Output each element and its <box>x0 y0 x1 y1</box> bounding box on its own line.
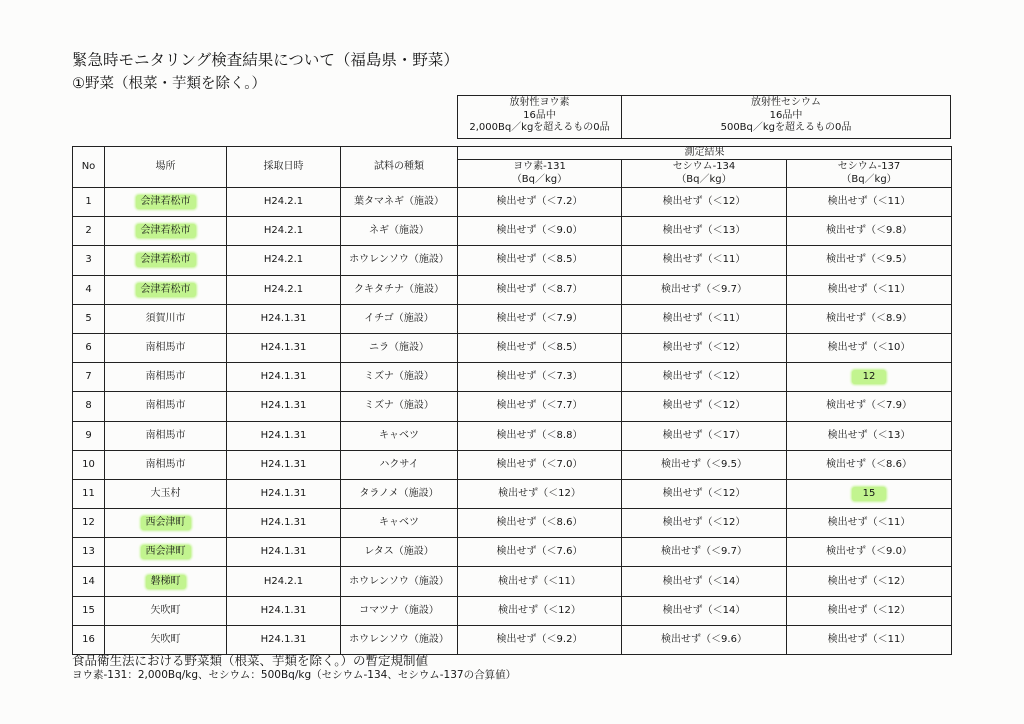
cell-date: H24.1.31 <box>227 479 341 508</box>
place-name: 磐梯町 <box>146 575 186 589</box>
cell-place <box>105 479 227 508</box>
table-row <box>73 509 952 538</box>
cell-date: H24.1.31 <box>227 333 341 362</box>
place-name: 矢吹町 <box>150 633 181 645</box>
cell-i131: 検出せず（＜12） <box>458 596 622 625</box>
cell-cs137 <box>787 479 952 508</box>
cell-no: 4 <box>73 275 105 304</box>
cell-no: 2 <box>73 217 105 246</box>
header-measurement-results: 測定結果 <box>458 147 952 160</box>
cell-sample: キャベツ <box>341 421 458 450</box>
cs137-value: 12 <box>852 370 887 384</box>
cell-cs137 <box>787 567 952 596</box>
cell-i131: 検出せず（＜7.7） <box>458 392 622 421</box>
place-name: 南相馬市 <box>145 400 186 412</box>
footer-regulation-title: 食品衛生法における野菜類（根菜、芋類を除く。）の暫定規制値 <box>72 653 429 668</box>
summary-cesium-label: 放射性セシウム <box>751 97 821 108</box>
cell-date: H24.1.31 <box>227 596 341 625</box>
summary-cesium-count: 16品中 <box>769 109 803 121</box>
cs137-value: 検出せず（＜12） <box>827 575 911 587</box>
summary-iodine-count: 16品中 <box>523 109 556 121</box>
cell-sample: イチゴ（施設） <box>341 304 458 333</box>
cell-no: 11 <box>73 479 105 508</box>
cell-cs134: 検出せず（＜12） <box>622 479 787 508</box>
cell-place <box>105 392 227 421</box>
table-row <box>73 246 952 275</box>
header-cs134-unit: （Bq／kg） <box>676 173 732 185</box>
cell-no: 5 <box>73 304 105 333</box>
header-i131-label: ヨウ素-131 <box>513 161 566 172</box>
table-row <box>73 567 952 596</box>
cell-no: 6 <box>73 333 105 362</box>
cell-sample: ホウレンソウ（施設） <box>341 625 458 654</box>
header-row <box>73 147 952 160</box>
cell-no: 8 <box>73 392 105 421</box>
cell-date: H24.1.31 <box>227 450 341 479</box>
cell-cs134: 検出せず（＜11） <box>622 304 787 333</box>
cell-cs137 <box>787 333 952 362</box>
cell-sample: ミズナ（施設） <box>341 363 458 392</box>
footer-regulation-values: ヨウ素-131：2,000Bq/kg、セシウム：500Bq/kg（セシウム-134、セシウム-137の合算値） <box>72 669 517 681</box>
cell-i131: 検出せず（＜7.6） <box>458 538 622 567</box>
cs137-value: 検出せず（＜11） <box>827 196 911 208</box>
cell-i131: 検出せず（＜12） <box>458 479 622 508</box>
cell-date: H24.2.1 <box>227 246 341 275</box>
summary-box <box>457 95 951 139</box>
header-cs134 <box>622 160 787 188</box>
cell-date: H24.1.31 <box>227 625 341 654</box>
cell-no: 12 <box>73 509 105 538</box>
place-name: 大玉村 <box>150 487 181 499</box>
place-name: 会津若松市 <box>136 195 196 209</box>
cs137-value: 検出せず（＜8.6） <box>826 458 912 470</box>
table-row <box>73 625 952 654</box>
cell-sample: ネギ（施設） <box>341 217 458 246</box>
cell-i131: 検出せず（＜7.0） <box>458 450 622 479</box>
cell-i131: 検出せず（＜8.5） <box>458 246 622 275</box>
document-title: 緊急時モニタリング検査結果について（福島県・野菜） <box>72 51 459 69</box>
cell-sample: ホウレンソウ（施設） <box>341 567 458 596</box>
cs137-value: 15 <box>852 487 887 501</box>
cell-place <box>105 217 227 246</box>
cell-no: 14 <box>73 567 105 596</box>
cell-no: 7 <box>73 363 105 392</box>
cell-cs134: 検出せず（＜9.5） <box>622 450 787 479</box>
summary-cesium-threshold: 500Bq／kgを超えるもの0品 <box>720 122 852 133</box>
cs137-value: 検出せず（＜8.9） <box>826 312 912 324</box>
header-date: 採取日時 <box>227 147 341 188</box>
cell-no: 10 <box>73 450 105 479</box>
table-row <box>73 275 952 304</box>
summary-iodine-threshold: 2,000Bq／kgを超えるもの0品 <box>469 122 610 133</box>
cell-date: H24.2.1 <box>227 188 341 217</box>
cell-place <box>105 333 227 362</box>
cell-sample: 葉タマネギ（施設） <box>341 188 458 217</box>
table-row <box>73 392 952 421</box>
cell-cs137 <box>787 246 952 275</box>
cell-i131: 検出せず（＜8.8） <box>458 421 622 450</box>
cell-date: H24.2.1 <box>227 275 341 304</box>
table-row <box>73 217 952 246</box>
cell-date: H24.1.31 <box>227 538 341 567</box>
cell-cs134: 検出せず（＜12） <box>622 392 787 421</box>
cell-cs137 <box>787 538 952 567</box>
cell-sample: クキタチナ（施設） <box>341 275 458 304</box>
cell-place <box>105 363 227 392</box>
cell-cs134: 検出せず（＜12） <box>622 363 787 392</box>
header-sample: 試料の種類 <box>341 147 458 188</box>
cell-cs134: 検出せず（＜12） <box>622 509 787 538</box>
cell-place <box>105 246 227 275</box>
cell-cs137 <box>787 392 952 421</box>
place-name: 南相馬市 <box>145 458 186 470</box>
cell-date: H24.1.31 <box>227 363 341 392</box>
header-cs137 <box>787 160 952 188</box>
cell-no: 15 <box>73 596 105 625</box>
cell-sample: レタス（施設） <box>341 538 458 567</box>
cell-place <box>105 188 227 217</box>
cell-i131: 検出せず（＜7.9） <box>458 304 622 333</box>
header-cs137-unit: （Bq／kg） <box>841 173 897 185</box>
cell-sample: コマツナ（施設） <box>341 596 458 625</box>
cell-place <box>105 567 227 596</box>
place-name: 南相馬市 <box>145 429 186 441</box>
cell-place <box>105 625 227 654</box>
cell-no: 3 <box>73 246 105 275</box>
cell-place <box>105 275 227 304</box>
cell-cs134: 検出せず（＜14） <box>622 567 787 596</box>
header-cs134-label: セシウム-134 <box>672 161 736 172</box>
cell-date: H24.2.1 <box>227 217 341 246</box>
table-row <box>73 596 952 625</box>
place-name: 矢吹町 <box>150 604 181 616</box>
cell-no: 16 <box>73 625 105 654</box>
cell-cs137 <box>787 509 952 538</box>
place-name: 須賀川市 <box>145 312 186 324</box>
header-cs137-label: セシウム-137 <box>837 161 901 172</box>
cs137-value: 検出せず（＜11） <box>827 633 911 645</box>
table-row <box>73 188 952 217</box>
cell-place <box>105 538 227 567</box>
place-name: 南相馬市 <box>145 342 186 354</box>
cell-date: H24.1.31 <box>227 421 341 450</box>
place-name: 西会津町 <box>141 516 191 530</box>
header-no: No <box>73 147 105 188</box>
cell-cs134: 検出せず（＜13） <box>622 217 787 246</box>
cell-date: H24.2.1 <box>227 567 341 596</box>
cs137-value: 検出せず（＜11） <box>827 517 911 529</box>
cell-sample: ミズナ（施設） <box>341 392 458 421</box>
cell-date: H24.1.31 <box>227 392 341 421</box>
header-place: 場所 <box>105 147 227 188</box>
cell-cs137 <box>787 421 952 450</box>
table-row <box>73 450 952 479</box>
table-row <box>73 304 952 333</box>
cell-cs137 <box>787 596 952 625</box>
header-i131-unit: （Bq／kg） <box>511 173 568 185</box>
cell-cs134: 検出せず（＜12） <box>622 333 787 362</box>
cs137-value: 検出せず（＜11） <box>827 283 911 295</box>
cs137-value: 検出せず（＜12） <box>827 604 911 616</box>
cell-sample: タラノメ（施設） <box>341 479 458 508</box>
cell-date: H24.1.31 <box>227 509 341 538</box>
cell-date: H24.1.31 <box>227 304 341 333</box>
cs137-value: 検出せず（＜7.9） <box>826 400 912 412</box>
place-name: 会津若松市 <box>136 283 196 297</box>
cell-cs134: 検出せず（＜9.7） <box>622 538 787 567</box>
place-name: 会津若松市 <box>136 253 196 267</box>
cell-cs137 <box>787 450 952 479</box>
place-name: 西会津町 <box>141 545 191 559</box>
cell-cs134: 検出せず（＜12） <box>622 188 787 217</box>
summary-iodine-label: 放射性ヨウ素 <box>509 97 570 108</box>
cell-cs134: 検出せず（＜9.6） <box>622 625 787 654</box>
table-row <box>73 421 952 450</box>
cell-sample: ニラ（施設） <box>341 333 458 362</box>
table-row <box>73 333 952 362</box>
cell-i131: 検出せず（＜9.2） <box>458 625 622 654</box>
summary-iodine <box>458 96 622 138</box>
cell-i131: 検出せず（＜7.3） <box>458 363 622 392</box>
cs137-value: 検出せず（＜9.5） <box>826 254 912 266</box>
cell-place <box>105 304 227 333</box>
cell-cs134: 検出せず（＜11） <box>622 246 787 275</box>
cell-no: 13 <box>73 538 105 567</box>
cell-sample: ハクサイ <box>341 450 458 479</box>
cs137-value: 検出せず（＜9.8） <box>826 225 912 237</box>
cell-cs134: 検出せず（＜17） <box>622 421 787 450</box>
cell-cs134: 検出せず（＜14） <box>622 596 787 625</box>
cell-sample: キャベツ <box>341 509 458 538</box>
cell-place <box>105 509 227 538</box>
document-subtitle: ①野菜（根菜・芋類を除く。） <box>72 76 266 92</box>
place-name: 南相馬市 <box>145 371 186 383</box>
cell-i131: 検出せず（＜9.0） <box>458 217 622 246</box>
cell-i131: 検出せず（＜8.5） <box>458 333 622 362</box>
cell-no: 9 <box>73 421 105 450</box>
header-i131 <box>458 160 622 188</box>
cell-place <box>105 596 227 625</box>
results-table <box>72 146 952 655</box>
cell-i131: 検出せず（＜8.7） <box>458 275 622 304</box>
table-row <box>73 363 952 392</box>
cell-cs134: 検出せず（＜9.7） <box>622 275 787 304</box>
cell-cs137 <box>787 363 952 392</box>
cell-cs137 <box>787 625 952 654</box>
cell-place <box>105 421 227 450</box>
cell-cs137 <box>787 188 952 217</box>
table-row <box>73 479 952 508</box>
cs137-value: 検出せず（＜13） <box>827 429 911 441</box>
cell-place <box>105 450 227 479</box>
table-row <box>73 538 952 567</box>
summary-cesium <box>622 96 950 138</box>
cell-i131: 検出せず（＜8.6） <box>458 509 622 538</box>
place-name: 会津若松市 <box>136 224 196 238</box>
cs137-value: 検出せず（＜10） <box>827 342 911 354</box>
cell-cs137 <box>787 304 952 333</box>
cell-i131: 検出せず（＜11） <box>458 567 622 596</box>
cell-sample: ホウレンソウ（施設） <box>341 246 458 275</box>
cs137-value: 検出せず（＜9.0） <box>826 546 912 558</box>
cell-i131: 検出せず（＜7.2） <box>458 188 622 217</box>
cell-cs137 <box>787 275 952 304</box>
cell-no: 1 <box>73 188 105 217</box>
cell-cs137 <box>787 217 952 246</box>
